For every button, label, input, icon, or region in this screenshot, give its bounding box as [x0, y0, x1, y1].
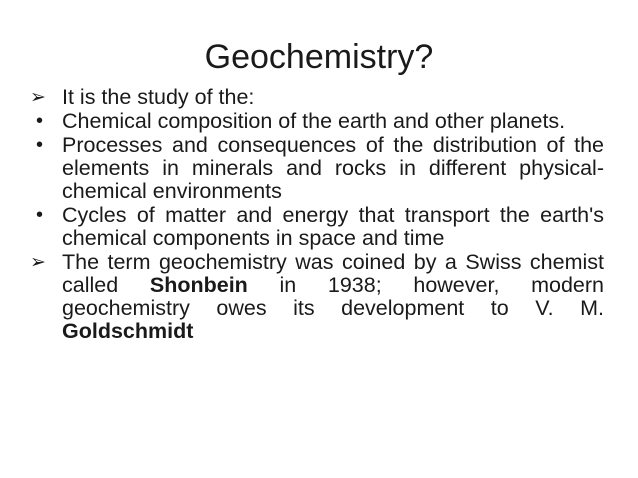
- bullet-item-cycles: [30, 204, 604, 250]
- note-item: [30, 251, 604, 343]
- slide-title: Geochemistry?: [204, 38, 434, 76]
- bullet-text: Processes and consequences of the distribution of the elements in minerals and rocks in different physical-chemical environments: [62, 133, 604, 203]
- bullet-icon: •: [36, 110, 44, 132]
- bullet-icon: •: [36, 134, 44, 156]
- intro-item: [30, 86, 604, 109]
- bullet-icon: •: [36, 204, 44, 226]
- bullet-item-composition: [30, 110, 604, 133]
- intro-text: It is the study of the:: [62, 85, 255, 109]
- bullet-text: Cycles of matter and energy that transport the earth's chemical components in space and time: [62, 203, 604, 250]
- bullet-text: Chemical composition of the earth and other planets.: [62, 109, 566, 133]
- note-name-shonbein: Shonbein: [149, 273, 248, 297]
- arrow-bullet-icon: ➢: [30, 87, 46, 108]
- note-text-part1: The term geochemistry was coined by a Swiss chemist called: [62, 250, 604, 297]
- note-name-goldschmidt: Goldschmidt: [62, 319, 194, 343]
- slide-content: [30, 86, 604, 344]
- arrow-bullet-icon: ➢: [30, 252, 46, 273]
- note-text-part2: in 1938; however, modern geochemistry owes its development to V. M.: [62, 273, 604, 320]
- bullet-item-processes: [30, 134, 604, 203]
